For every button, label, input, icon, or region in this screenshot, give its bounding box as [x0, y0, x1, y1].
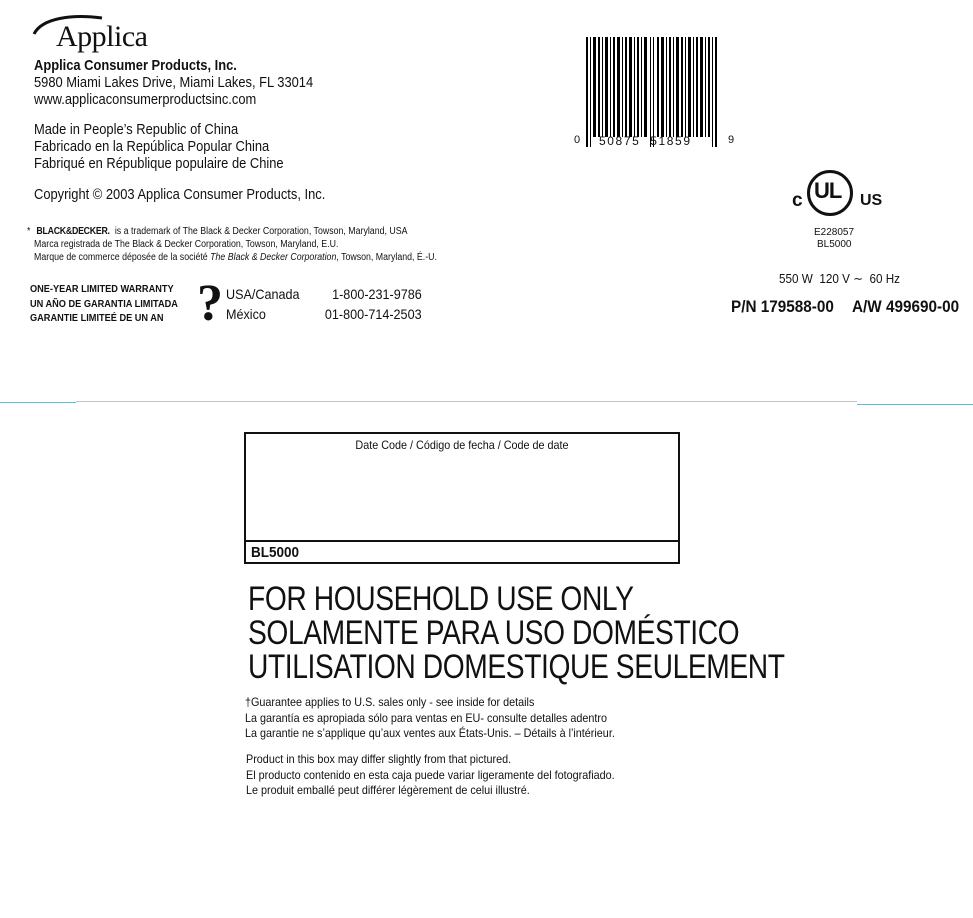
guarantee-en: †Guarantee applies to U.S. sales only - see inside for details — [245, 695, 535, 709]
warranty-en: ONE-YEAR LIMITED WARRANTY — [30, 284, 174, 295]
date-code-label: Date Code / Código de fecha / Code de date — [355, 438, 569, 452]
date-code-box — [244, 432, 680, 564]
guarantee-notes — [245, 695, 615, 742]
warranty-block — [30, 283, 178, 327]
household-fr: UTILISATION DOMESTIQUE SEULEMENT — [248, 648, 785, 686]
household-en: FOR HOUSEHOLD USE ONLY — [248, 580, 634, 618]
product-note-en: Product in this box may differ slightly from that pictured. — [246, 752, 512, 766]
guarantee-fr: La garantie ne s’applique qu’aux ventes aux États-Unis. – Détails à l’intérieur. — [245, 726, 615, 740]
origin-en: Made in People’s Republic of China — [34, 121, 239, 138]
company-address: 5980 Miami Lakes Drive, Miami Lakes, FL 33014 — [34, 74, 314, 91]
origin-es: Fabricado en la República Popular China — [34, 138, 270, 155]
product-note-fr: Le produit emballé peut différer légèrement de celui illustré. — [246, 783, 530, 797]
trademark-text-es: Marca registrada de The Black & Decker Corporation, Towson, Maryland, E.U. — [34, 239, 339, 250]
barcode-digit-left: 0 — [574, 134, 581, 146]
company-name: Applica Consumer Products, Inc. — [34, 57, 237, 74]
warranty-fr: GARANTIE LIMITEÉ DE UN AN — [30, 313, 164, 324]
ul-model: BL5000 — [817, 239, 852, 250]
contact-phone: 1-800-231-9786 — [332, 286, 422, 302]
contact-region: México — [226, 306, 266, 322]
trademark-line-1 — [27, 225, 437, 238]
origin-fr: Fabriqué en République populaire de Chine — [34, 155, 284, 172]
barcode-digits: 50875 51859 — [599, 134, 692, 148]
origin-block — [34, 121, 284, 172]
ul-file-number: E228057 — [814, 227, 855, 238]
trademark-text-en: is a trademark of The Black & Decker Corporation, Towson, Maryland, USA — [114, 226, 408, 237]
household-use-block — [248, 582, 785, 684]
trademark-asterisk: * — [27, 226, 31, 237]
black-decker-logo: BLACK&DECKER. — [36, 226, 110, 237]
product-notes — [246, 752, 615, 799]
logo-text: Applica — [56, 20, 148, 53]
ul-certification-mark — [790, 168, 886, 258]
copyright: Copyright © 2003 Applica Consumer Products, Inc. — [34, 186, 326, 203]
contact-phone: 01-800-714-2503 — [324, 306, 422, 322]
contact-usa-canada — [226, 286, 422, 302]
trademark-line-3 — [27, 251, 437, 264]
company-block — [34, 57, 313, 108]
warranty-es: UN AÑO DE GARANTIA LIMITADA — [30, 298, 178, 310]
contact-region: USA/Canada — [226, 286, 300, 302]
trademark-location-fr: , Towson, Maryland, É.-U. — [336, 252, 437, 263]
household-es: SOLAMENTE PARA USO DOMÉSTICO — [248, 614, 740, 652]
trademark-company-fr: The Black & Decker Corporation — [210, 252, 337, 263]
barcode — [574, 37, 738, 149]
ul-c-text: c — [792, 190, 803, 211]
fold-line-middle — [76, 401, 857, 402]
barcode-bars — [574, 37, 738, 149]
date-code-divider — [246, 540, 678, 542]
question-mark-icon: ? — [197, 275, 223, 332]
product-note-es: El producto contenido en esta caja puede variar ligeramente del fotografiado. — [246, 767, 615, 782]
barcode-digit-right: 9 — [728, 134, 735, 146]
ul-letters: UL — [814, 178, 842, 203]
electrical-rating: 550 W 120 V ∼ 60 Hz — [779, 271, 901, 286]
ul-us-text: US — [860, 192, 883, 209]
applica-logo — [32, 12, 148, 54]
artwork-number: A/W 499690-00 — [852, 297, 960, 316]
trademark-text-fr: Marque de commerce déposée de la société — [34, 252, 208, 263]
fold-line-right — [857, 404, 973, 405]
date-code-model: BL5000 — [251, 544, 300, 561]
part-number: P/N 179588-00 — [731, 297, 834, 316]
trademark-block — [27, 225, 437, 264]
contact-mexico — [226, 306, 422, 322]
guarantee-es: La garantía es apropiada sólo para ventas en EU- consulte detalles adentro — [245, 710, 608, 725]
fold-line-left — [0, 402, 76, 403]
company-website: www.applicaconsumerproductsinc.com — [34, 91, 257, 108]
